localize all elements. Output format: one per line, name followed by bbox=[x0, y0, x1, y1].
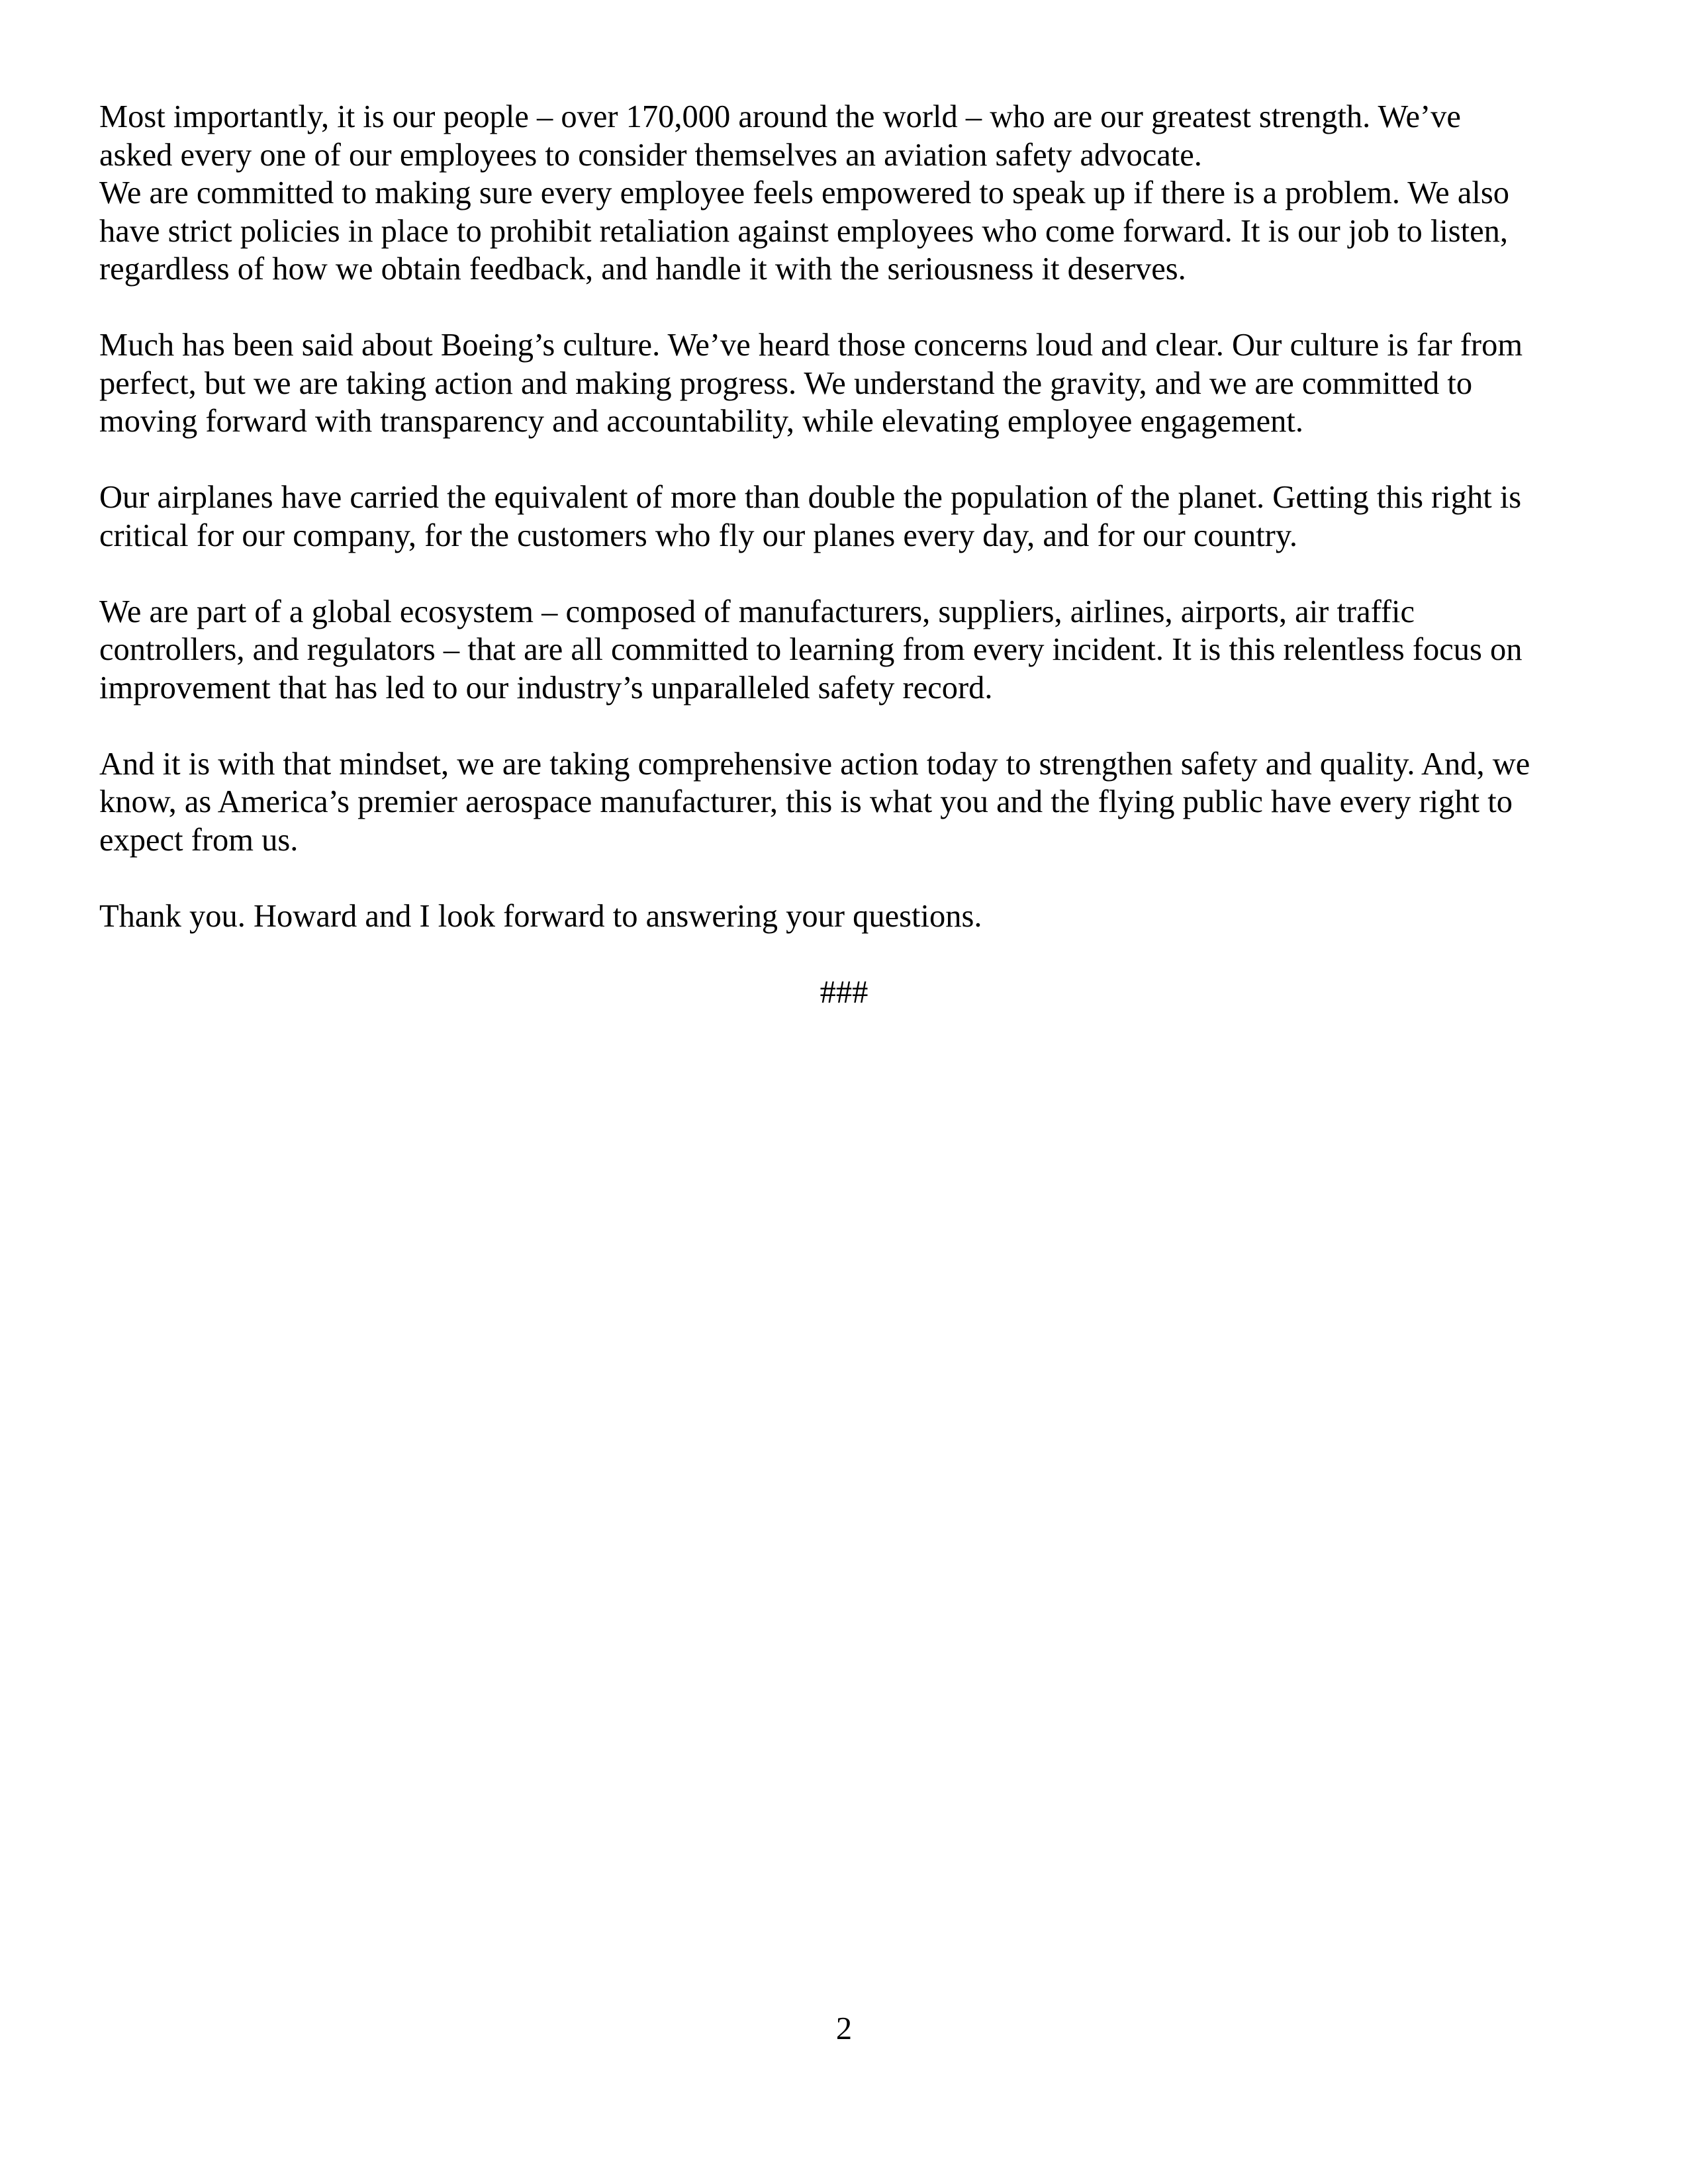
paragraph-thank-you: Thank you. Howard and I look forward to answering your questions. bbox=[99, 898, 982, 934]
paragraph-people-strength: Most importantly, it is our people – over 170,000 around the world – who are our greatest strength. We’ve asked every one of our employees to consider themselves an aviation safety advocate. bbox=[99, 99, 1461, 173]
paragraph-ecosystem: We are part of a global ecosystem – composed of manufacturers, suppliers, airlines, airports, air traffic controllers, and regulators – that are all committed to learning from every incident. It is this relentless focus on improvement that has led to our industry’s unparalleled safety record. bbox=[99, 594, 1523, 705]
page-number: 2 bbox=[835, 2011, 853, 2046]
end-mark: ### bbox=[820, 974, 868, 1010]
paragraph-airplanes: Our airplanes have carried the equivalent of more than double the population of the planet. Getting this right is critical for our company, for the customers who fly our planes every day, and for our country. bbox=[99, 480, 1522, 553]
document-body bbox=[99, 98, 1589, 1011]
paragraph-mindset: And it is with that mindset, we are taking comprehensive action today to strengthen safety and quality. And, we know, as America’s premier aerospace manufacturer, this is what you and the flying public have every right to expect from us. bbox=[99, 746, 1530, 858]
paragraph-speak-up: We are committed to making sure every employee feels empowered to speak up if there is a problem. We also have strict policies in place to prohibit retaliation against employees who come forward. It is our job to listen, regardless of how we obtain feedback, and handle it with the seriousness it deserves. bbox=[99, 175, 1509, 287]
paragraph-culture: Much has been said about Boeing’s culture. We’ve heard those concerns loud and clear. Our culture is far from perfect, but we are taking action and making progress. We understand the gravity, and we are committed to moving forward with transparency and accountability, while elevating employee engagement. bbox=[99, 328, 1523, 439]
